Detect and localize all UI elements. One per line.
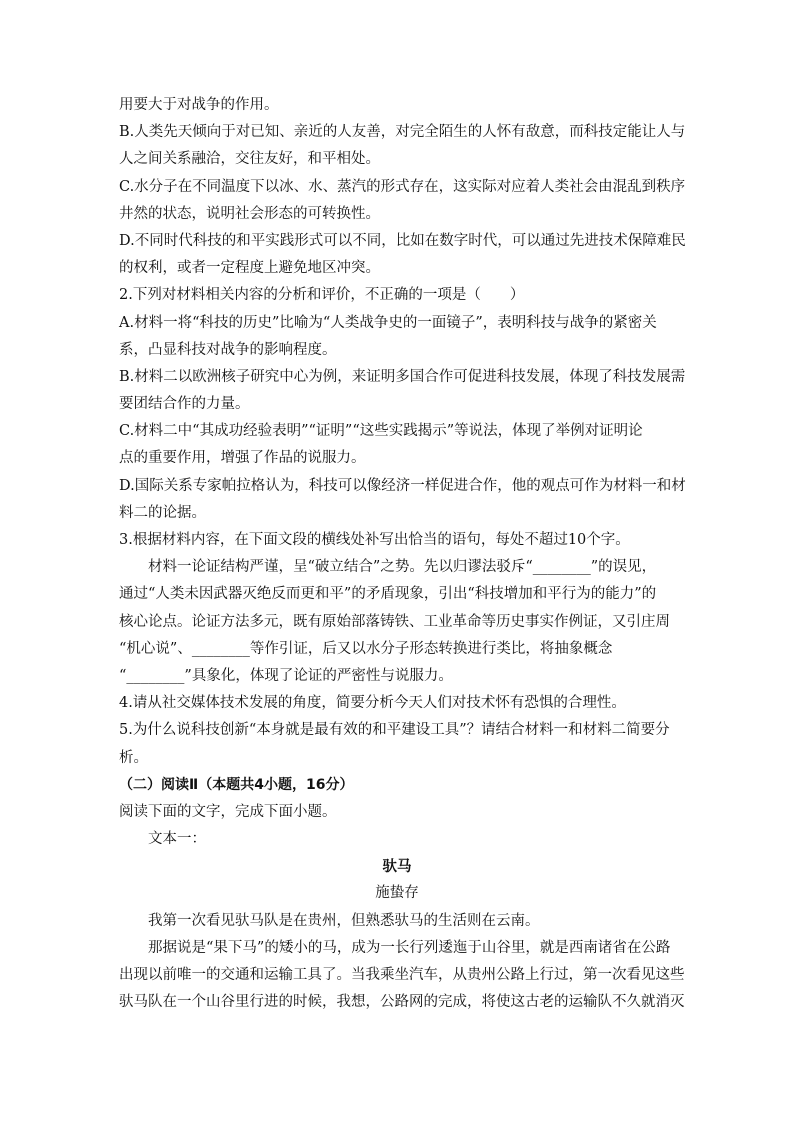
document-page bbox=[119, 92, 686, 1016]
section-heading: （二）阅读Ⅱ（本题共4小题，16分） bbox=[119, 776, 354, 793]
text-line-14: 点的重要作用，增强了作品的说服力。 bbox=[119, 450, 366, 467]
text-line-33: 出现以前唯一的交通和运输工具了。当我乘坐汽车，从贵州公路上行过，第一次看见这些 bbox=[119, 967, 685, 983]
text-line-11: B.材料二以欧洲核子研究中心为例，来证明多国合作可促进科技发展，体现了科技发展需 bbox=[119, 368, 686, 385]
text-line-7: 的权利，或者一定程度上避免地区冲突。 bbox=[119, 260, 380, 277]
text-line-10: 系，凸显科技对战争的影响程度。 bbox=[119, 341, 337, 358]
text-line-31: 我第一次看见驮马队是在贵州，但熟悉驮马的生活则在云南。 bbox=[148, 912, 540, 929]
text-line-19: 通过“人类未因武器灭绝反而更和平”的矛盾现象，引出“科技增加和平行为的能力”的 bbox=[119, 586, 657, 603]
text-line-13: C.材料二中“其成功经验表明”“证明”“这些实践揭示”等说法，体现了举例对证明论 bbox=[119, 423, 643, 440]
article-title: 驮马 bbox=[382, 858, 412, 876]
text-line-18: 材料一论证结构严谨，呈“破立结合”之势。先以归谬法驳斥“________”的误见， bbox=[148, 559, 657, 576]
text-line-16: 料二的论据。 bbox=[119, 504, 206, 521]
text-line-6: D.不同时代科技的和平实践形式可以不同，比如在数字时代，可以通过先进技术保障难民 bbox=[119, 232, 686, 249]
text-one-label: 文本一： bbox=[148, 831, 206, 848]
text-line-15: D.国际关系专家帕拉格认为，科技可以像经济一样促进合作，他的观点可作为材料一和材 bbox=[119, 477, 686, 494]
question-4: 4.请从社交媒体技术发展的角度，简要分析今天人们对技术怀有恐惧的合理性。 bbox=[119, 695, 626, 712]
text-line-12: 要团结合作的力量。 bbox=[119, 396, 250, 413]
text-line-21: “机心说”、________等作引证，后又以水分子形态转换进行类比，将抽象概念 bbox=[119, 640, 613, 657]
text-line-22: “________”具象化，体现了论证的严密性与说服力。 bbox=[119, 667, 453, 684]
text-line-20: 核心论点。论证方法多元，既有原始部落铸铁、工业革命等历史事实作例证，又引庄周 bbox=[119, 613, 670, 630]
text-line-34: 驮马队在一个山谷里行进的时候，我想，公路网的完成，将使这古老的运输队不久就消灭 bbox=[119, 994, 685, 1011]
text-line-25: 析。 bbox=[119, 749, 148, 766]
question-3: 3.根据材料内容，在下面文段的横线处补写出恰当的语句，每处不超过10个字。 bbox=[119, 532, 630, 548]
text-line-2: B.人类先天倾向于对已知、亲近的人友善，对完全陌生的人怀有敌意，而科技定能让人与 bbox=[119, 124, 686, 141]
text-line-9: A.材料一将“科技的历史”比喻为“人类战争史的一面镜子”，表明科技与战争的紧密关 bbox=[119, 314, 657, 331]
text-line-5: 井然的状态，说明社会形态的可转换性。 bbox=[119, 205, 380, 222]
instruction-line: 阅读下面的文字，完成下面小题。 bbox=[119, 803, 337, 820]
article-author: 施蛰存 bbox=[375, 885, 419, 902]
text-line-1: 用要大于对战争的作用。 bbox=[119, 97, 279, 113]
question-2: 2.下列对材料相关内容的分析和评价，不正确的一项是（ ） bbox=[119, 287, 525, 304]
text-line-3: 人之间关系融洽，交往友好，和平相处。 bbox=[119, 151, 380, 168]
question-5: 5.为什么说科技创新“本身就是最有效的和平建设工具”？请结合材料一和材料二简要分 bbox=[119, 722, 670, 739]
text-line-4: C.水分子在不同温度下以冰、水、蒸汽的形式存在，这实际对应着人类社会由混乱到秩序 bbox=[119, 178, 686, 195]
text-line-32: 那据说是“果下马”的矮小的马，成为一长行列逶迤于山谷里，就是西南诸省在公路 bbox=[148, 939, 671, 956]
